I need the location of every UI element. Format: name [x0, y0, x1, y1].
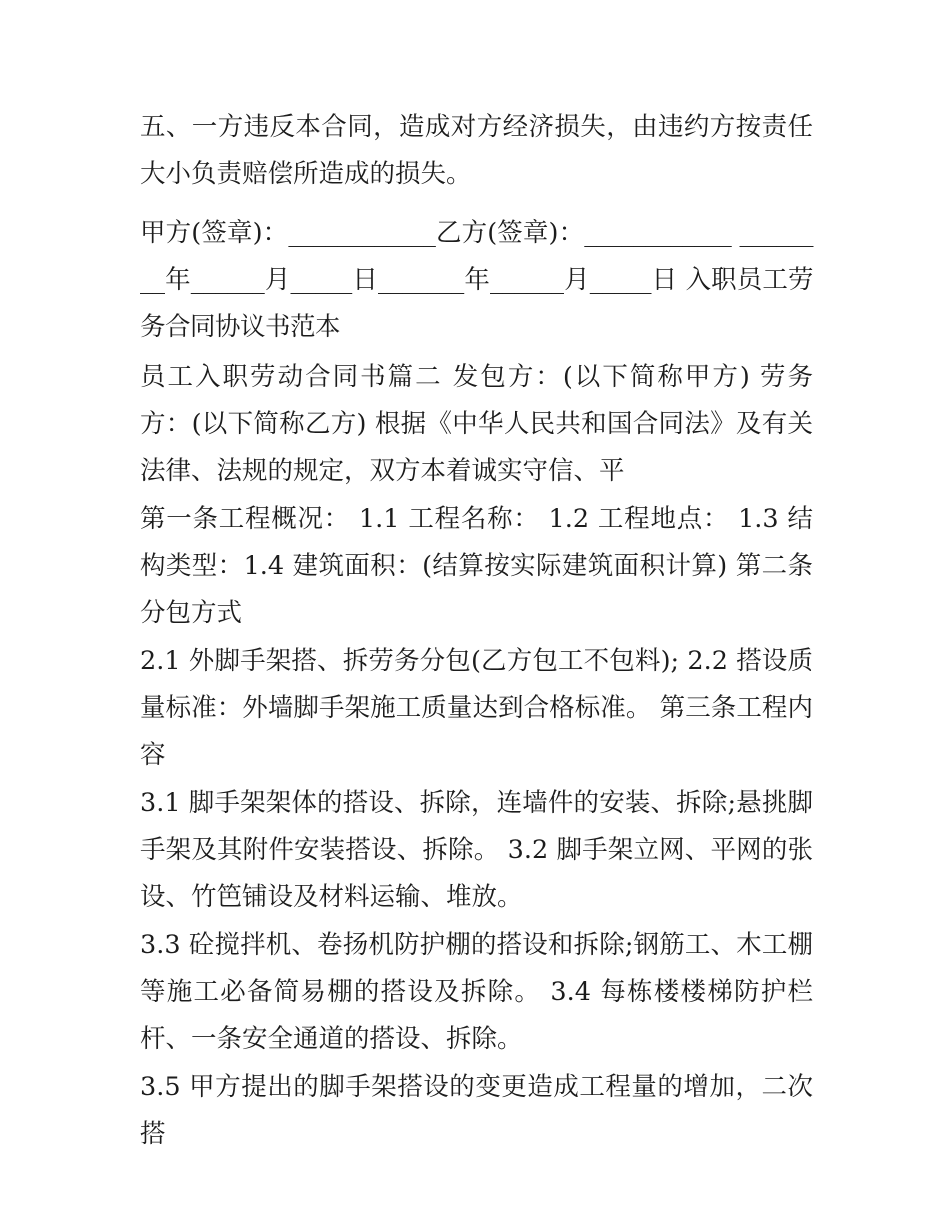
paragraph-article-three-item-3-1: 3.1 脚手架架体的搭设、拆除，连墙件的安装、拆除;悬挑脚手架及其附件安装搭设、拆除。 3.2 脚手架立网、平网的张设、竹笆铺设及材料运输、堆放。	[140, 788, 813, 912]
paragraph-clause-five: 五、一方违反本合同，造成对方经济损失，由违约方按责任大小负责赔偿所造成的损失。	[140, 112, 813, 189]
paragraph-article-one-project-overview: 第一条工程概况： 1.1 工程名称： 1.2 工程地点： 1.3 结构类型：1.4 建筑面积：(结算按实际建筑面积计算) 第二条分包方式	[140, 504, 813, 628]
paragraph-article-three-item-3-3: 3.3 砼搅拌机、卷扬机防护棚的搭设和拆除;钢筋工、木工棚等施工必备简易棚的搭设及拆除。 3.4 每栋楼楼梯防护栏杆、一条安全通道的搭设、拆除。	[140, 930, 813, 1054]
paragraph-signature-block: 甲方(签章)：____________乙方(签章)：____________ ________年______月_____日_______年______月_____日 入职员工劳务合同协议书范本	[140, 218, 813, 342]
paragraph-article-two-subcontract-terms: 2.1 外脚手架搭、拆劳务分包(乙方包工不包料); 2.2 搭设质量标准：外墙脚手架施工质量达到合格标准。 第三条工程内容	[140, 646, 813, 770]
paragraph-contract-part-two-intro: 员工入职劳动合同书篇二 发包方：(以下简称甲方) 劳务方：(以下简称乙方) 根据《中华人民共和国合同法》及有关法律、法规的规定，双方本着诚实守信、平	[140, 362, 813, 486]
paragraph-article-three-item-3-5: 3.5 甲方提出的脚手架搭设的变更造成工程量的增加，二次搭	[140, 1072, 813, 1149]
document-text-body	[140, 104, 813, 1158]
